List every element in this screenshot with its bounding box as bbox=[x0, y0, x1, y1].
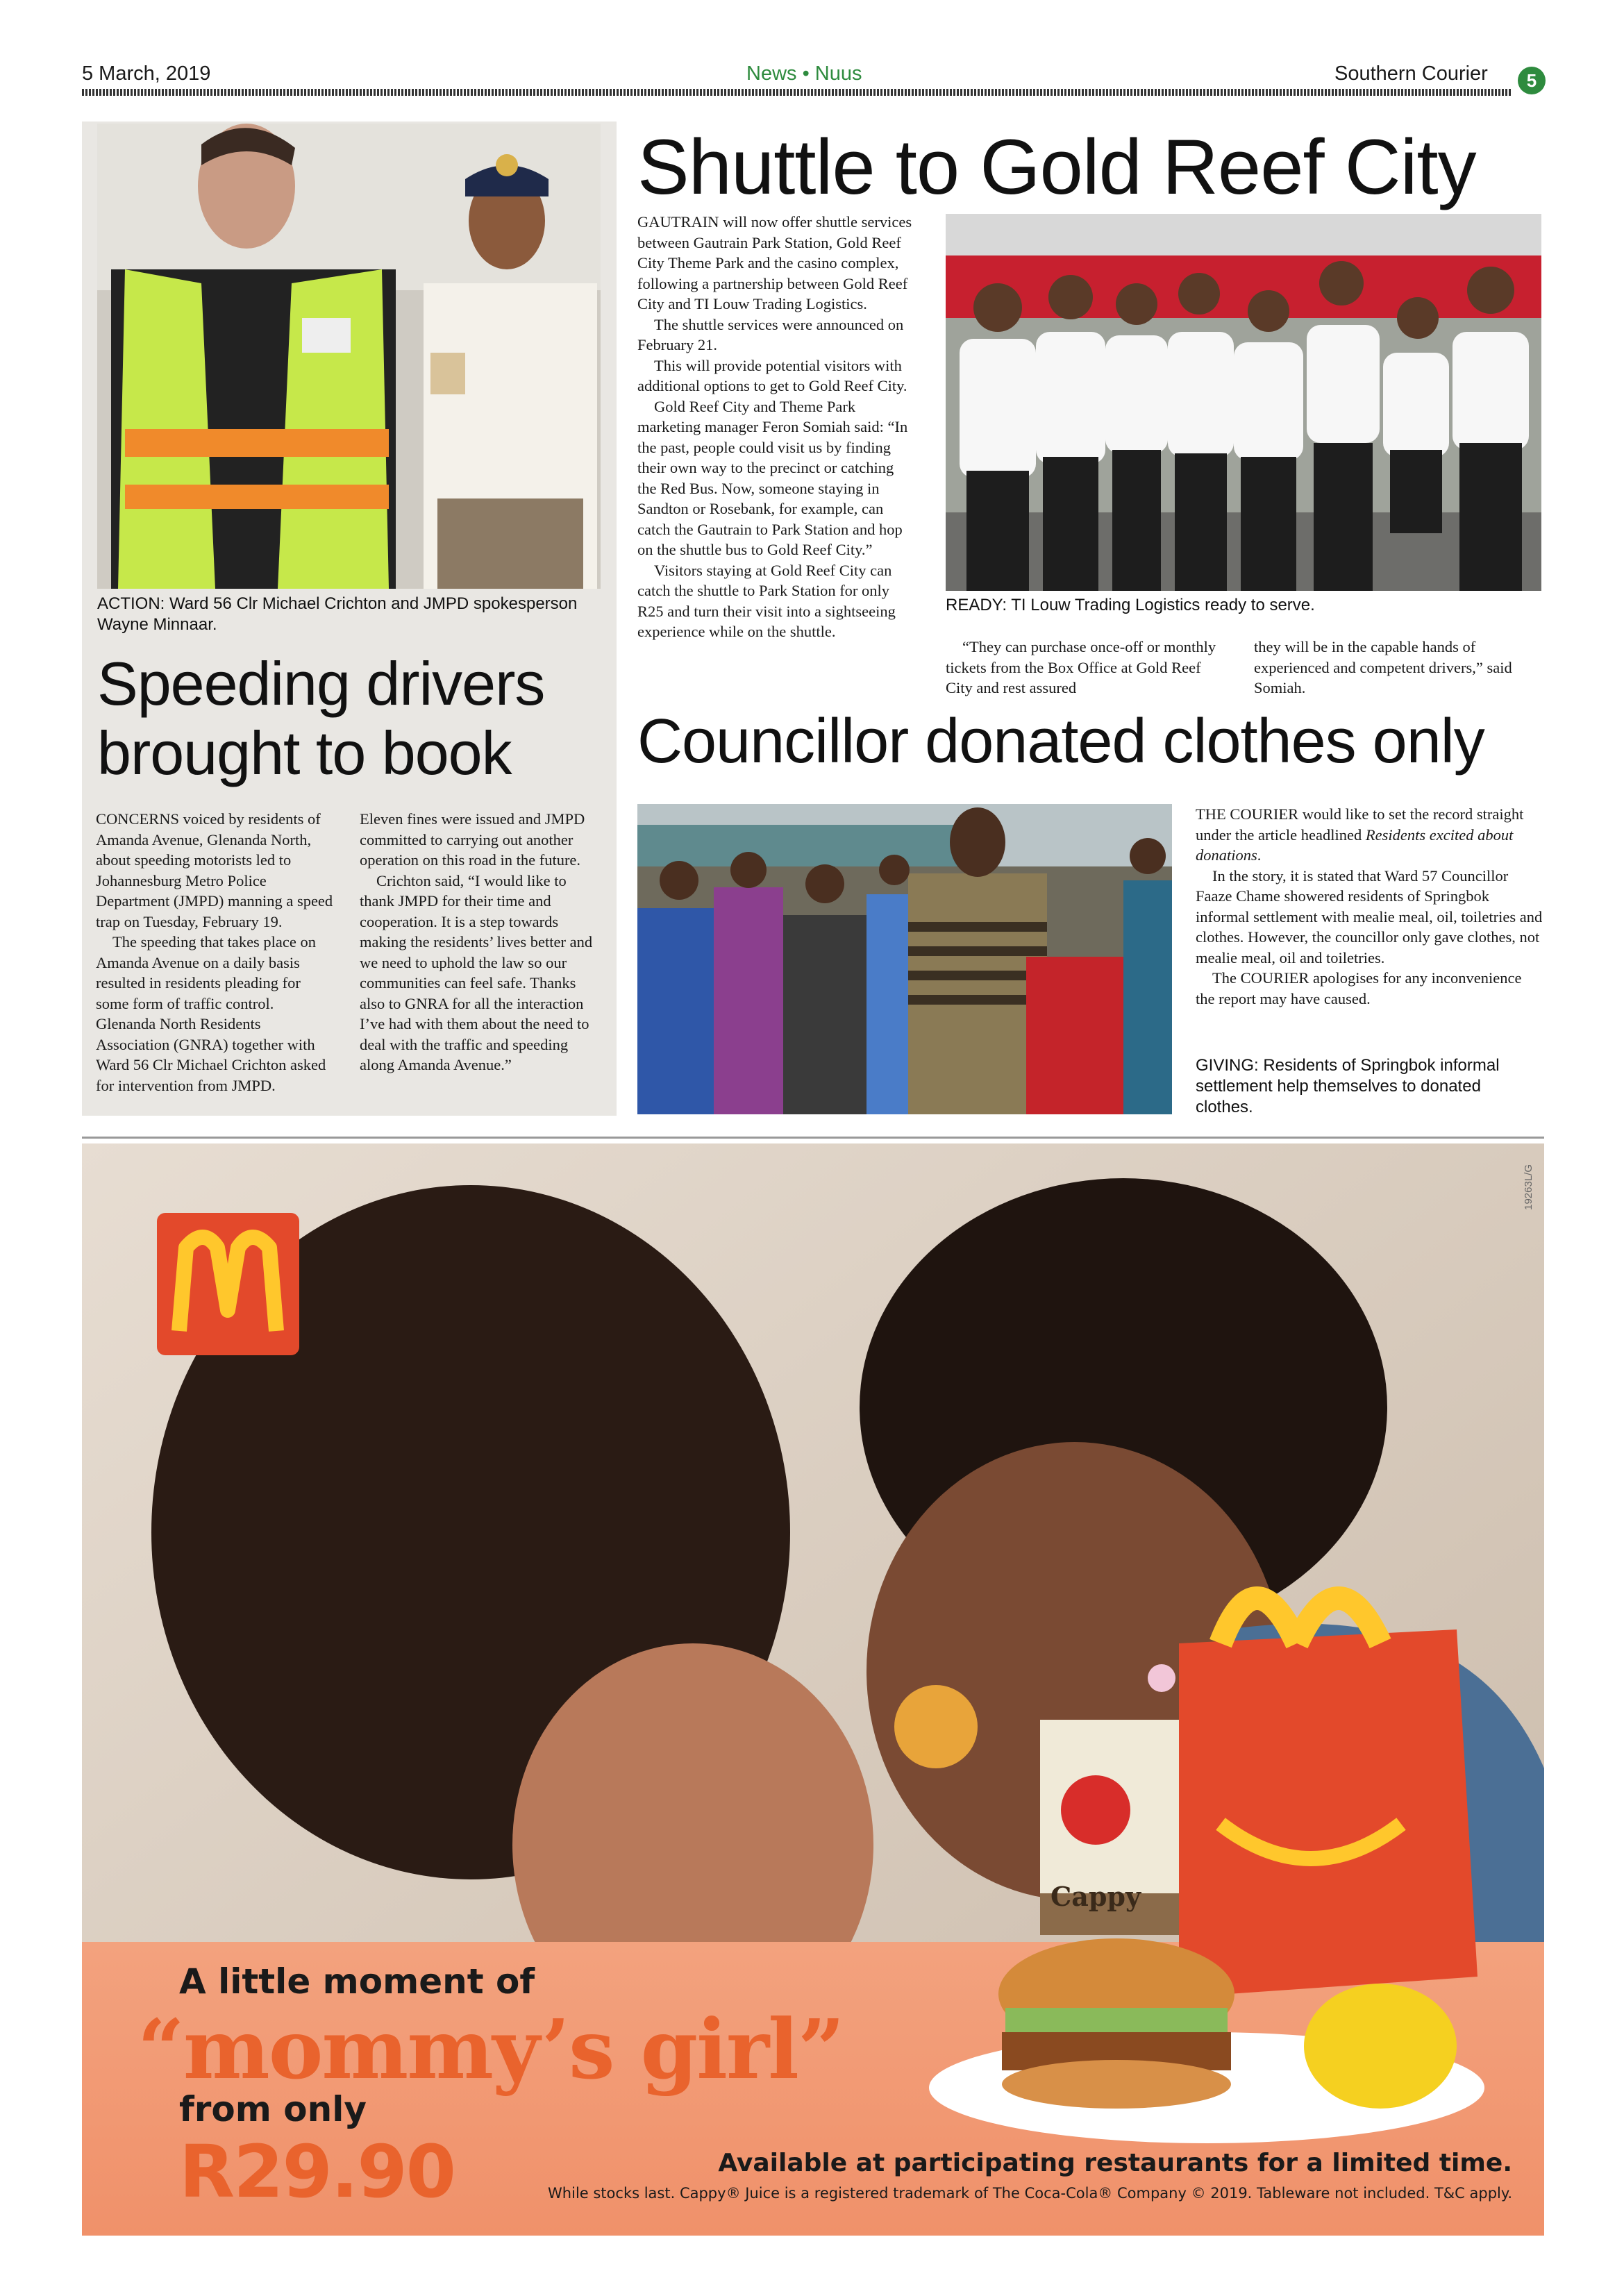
speeding-body-col1 bbox=[96, 809, 335, 1096]
speeding-paragraph: Eleven fines were issued and JMPD committed to carrying out another operation on this road in the future. bbox=[360, 810, 585, 869]
councillor-paragraph: The COURIER apologises for any inconvenience the report may have caused. bbox=[1196, 969, 1522, 1007]
speeding-headline-line1: Speeding drivers bbox=[97, 649, 545, 718]
advert-line1: A little moment of bbox=[179, 1961, 535, 2002]
councillor-paragraph: In the story, it is stated that Ward 57 Councillor Faaze Chame showered residents of Springbok informal settlement with mealie meal, oil, toiletries and clothes. However, the councillor only gave clothes, not mealie meal, oil and toiletries. bbox=[1196, 866, 1543, 966]
councillor-headline: Councillor donated clothes only bbox=[637, 707, 1484, 776]
issue-date: 5 March, 2019 bbox=[82, 62, 211, 85]
councillor-para1-end: . bbox=[1257, 846, 1262, 864]
shuttle-body-col1 bbox=[637, 212, 915, 642]
shuttle-paragraph: “They can purchase once-off or monthly tickets from the Box Office at Gold Reef City and rest assured bbox=[946, 638, 1216, 696]
shuttle-paragraph: they will be in the capable hands of experienced and competent drivers,” said Somiah. bbox=[1254, 638, 1512, 696]
councillor-paragraph bbox=[1196, 804, 1543, 866]
councillor-article-title: Residents excited about donations bbox=[1196, 826, 1514, 864]
juice-label: Cappy bbox=[1050, 1881, 1141, 1912]
advert-line3: from only bbox=[179, 2089, 367, 2129]
speeding-paragraph: The speeding that takes place on Amanda Avenue on a daily basis resulted in residents pleading for some form of traffic control. Glenanda North Residents Association (GNRA) together with Ward 56 Clr Michael Crichton asked for intervention from JMPD. bbox=[96, 933, 326, 1094]
publication-name: Southern Courier bbox=[1334, 62, 1488, 85]
councillor-body bbox=[1196, 804, 1543, 1009]
shuttle-photo bbox=[946, 214, 1541, 591]
shuttle-body-col2 bbox=[946, 637, 1223, 698]
speeding-photo-caption: ACTION: Ward 56 Clr Michael Crichton and JMPD spokesperson Wayne Minnaar. bbox=[97, 594, 578, 634]
councillor-para1-start: THE COURIER would like to set the record straight under the article headlined bbox=[1196, 805, 1524, 844]
advert-disclaimer: While stocks last. Cappy® Juice is a registered trademark of The Coca-Cola® Company © 2019. Tableware not included. T&C apply. bbox=[548, 2185, 1512, 2202]
advert-line2: “mommy’s girl” bbox=[137, 2001, 844, 2097]
shuttle-paragraph: The shuttle services were announced on February 21. bbox=[637, 315, 904, 353]
shuttle-headline: Shuttle to Gold Reef City bbox=[637, 124, 1476, 210]
councillor-photo bbox=[637, 804, 1172, 1114]
speeding-headline-line2: brought to book bbox=[97, 719, 512, 787]
speeding-body-col2 bbox=[360, 809, 599, 1075]
speeding-paragraph: Crichton said, “I would like to thank JMPD for their time and cooperation. It is a step towards making the residents’ lives better and we need to uphold the law so our communities can feel safe. Thanks also to GNRA for all the interaction I’ve had with them about the need to deal with the traffic and speeding along Amanda Avenue.” bbox=[360, 871, 593, 1073]
shuttle-body-col3 bbox=[1254, 637, 1539, 698]
shuttle-paragraph: This will provide potential visitors with additional options to get to Gold Reef City. bbox=[637, 356, 907, 394]
advert-code: 19263L/G bbox=[1523, 1164, 1534, 1210]
speeding-paragraph: CONCERNS voiced by residents of Amanda Avenue, Glenanda North, about speeding motorists led to Johannesburg Metro Police Department (JMPD) manning a speed trap on Tuesday, February 19. bbox=[96, 810, 333, 930]
mcdonalds-advert bbox=[82, 1143, 1544, 2236]
shuttle-paragraph: Gold Reef City and Theme Park marketing manager Feron Somiah said: “In the past, people could visit us by finding their own way to the precinct or catching the Red Bus. Now, someone staying in Sandton or Rosebank, for example, can catch the Gautrain to Park Station and hop on the shuttle bus to Gold Reef City.” bbox=[637, 397, 908, 558]
speeding-photo bbox=[97, 124, 601, 589]
advert-availability: Available at participating restaurants for a limited time. bbox=[718, 2149, 1512, 2177]
header-rule bbox=[82, 89, 1512, 96]
speeding-headline bbox=[97, 649, 611, 788]
advert-divider bbox=[82, 1137, 1544, 1139]
shuttle-paragraph: Visitors staying at Gold Reef City can catch the shuttle to Park Station for only R25 and turn their visit into a sightseeing experience while on the shuttle. bbox=[637, 561, 896, 640]
shuttle-photo-caption: READY: TI Louw Trading Logistics ready to serve. bbox=[946, 596, 1315, 614]
shuttle-paragraph: GAUTRAIN will now offer shuttle services between Gautrain Park Station, Gold Reef City Theme Park and the casino complex, following a partnership between Gold Reef City and TI Louw Trading Logistics. bbox=[637, 213, 912, 312]
councillor-photo-caption: GIVING: Residents of Springbok informal settlement help themselves to donated clothes. bbox=[1196, 1056, 1500, 1116]
advert-price: R29.90 bbox=[179, 2129, 455, 2214]
section-label: News • Nuus bbox=[746, 62, 862, 85]
page-number-badge: 5 bbox=[1518, 67, 1546, 94]
